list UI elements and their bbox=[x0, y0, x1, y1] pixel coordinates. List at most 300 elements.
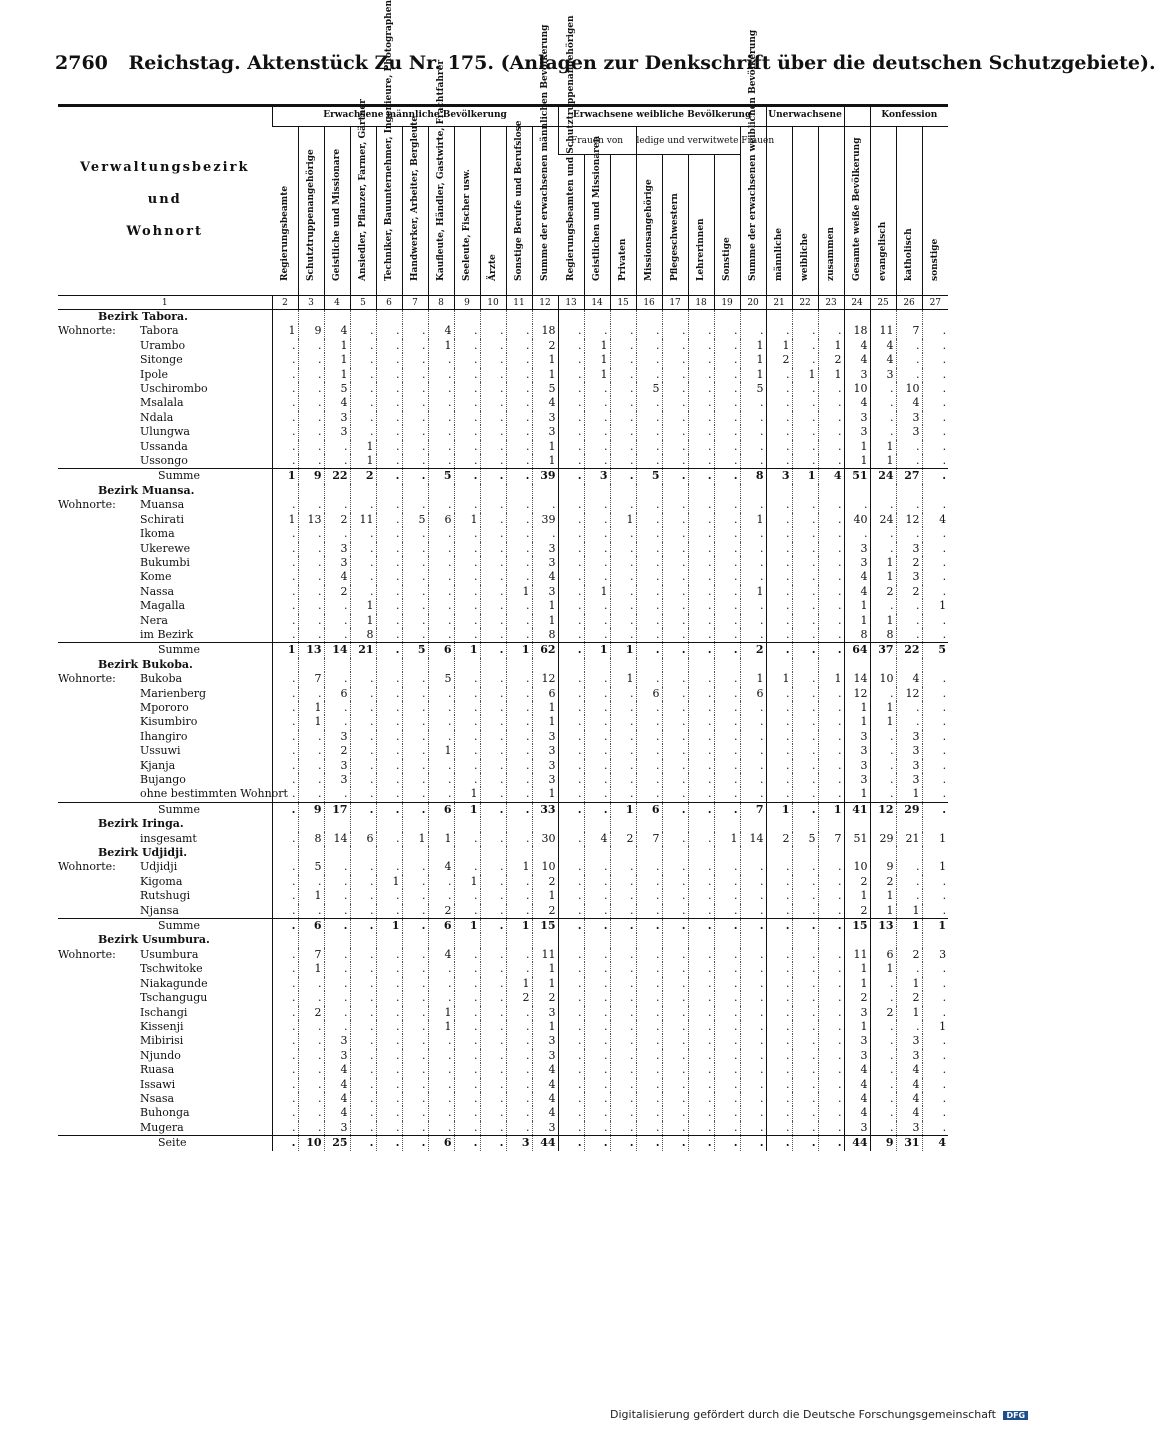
table-cell: 13 bbox=[298, 513, 324, 527]
group-minors: Unerwachsene bbox=[766, 104, 844, 127]
stub-header-line: und bbox=[147, 191, 182, 207]
table-cell: . bbox=[324, 962, 350, 976]
footer-text: Digitalisierung gefördert durch die Deutsche Forschungsgemeinschaft bbox=[610, 1408, 996, 1421]
table-cell: . bbox=[766, 977, 792, 991]
table-cell: . bbox=[376, 396, 402, 410]
row-label-cell bbox=[58, 1078, 272, 1092]
table-cell: . bbox=[480, 672, 506, 686]
table-cell: 2 bbox=[532, 991, 558, 1005]
table-cell: 2 bbox=[324, 513, 350, 527]
table-cell bbox=[532, 933, 558, 947]
table-row bbox=[58, 1006, 948, 1020]
row-label-cell bbox=[58, 759, 272, 773]
table-cell: . bbox=[688, 1020, 714, 1034]
table-cell: . bbox=[766, 1136, 792, 1151]
table-cell bbox=[610, 846, 636, 860]
table-cell: . bbox=[636, 1063, 662, 1077]
table-cell: . bbox=[402, 687, 428, 701]
table-cell: . bbox=[506, 1121, 532, 1136]
table-cell: . bbox=[558, 368, 584, 382]
table-cell: . bbox=[662, 324, 688, 338]
table-cell: 10 bbox=[298, 1136, 324, 1151]
table-cell: . bbox=[662, 977, 688, 991]
table-cell: . bbox=[870, 1078, 896, 1092]
table-cell: . bbox=[714, 1078, 740, 1092]
table-cell: . bbox=[506, 962, 532, 976]
table-cell: . bbox=[428, 715, 454, 729]
table-cell: . bbox=[428, 440, 454, 454]
table-cell: . bbox=[324, 672, 350, 686]
table-cell: . bbox=[740, 701, 766, 715]
table-cell: . bbox=[688, 1049, 714, 1063]
table-cell bbox=[922, 933, 948, 947]
table-cell: . bbox=[714, 643, 740, 658]
table-cell bbox=[662, 484, 688, 498]
table-cell: . bbox=[922, 556, 948, 570]
table-cell: . bbox=[896, 1020, 922, 1034]
table-row bbox=[58, 962, 948, 976]
table-cell: . bbox=[766, 643, 792, 658]
table-cell: . bbox=[610, 1006, 636, 1020]
table-cell: . bbox=[272, 832, 298, 846]
table-cell: . bbox=[558, 889, 584, 903]
table-cell: . bbox=[350, 339, 376, 353]
table-cell: . bbox=[272, 715, 298, 729]
table-cell: . bbox=[298, 1020, 324, 1034]
table-cell: 3 bbox=[844, 411, 870, 425]
table-cell: 4 bbox=[844, 1106, 870, 1120]
table-cell: . bbox=[818, 687, 844, 701]
table-cell: . bbox=[428, 542, 454, 556]
table-cell: 4 bbox=[532, 1092, 558, 1106]
table-cell: . bbox=[558, 527, 584, 541]
table-cell: 4 bbox=[844, 585, 870, 599]
table-cell: . bbox=[506, 1092, 532, 1106]
table-cell: 1 bbox=[454, 787, 480, 802]
table-cell: . bbox=[272, 1049, 298, 1063]
column-header bbox=[792, 127, 818, 296]
table-cell bbox=[844, 933, 870, 947]
table-cell: . bbox=[428, 396, 454, 410]
column-header-label: Lehrerinnen bbox=[696, 218, 707, 281]
table-cell: . bbox=[714, 411, 740, 425]
table-cell: . bbox=[740, 1049, 766, 1063]
row-label-cell bbox=[58, 773, 272, 787]
table-cell: . bbox=[480, 324, 506, 338]
table-cell: . bbox=[428, 527, 454, 541]
row-label-cell bbox=[58, 715, 272, 729]
table-cell: . bbox=[636, 411, 662, 425]
table-cell: . bbox=[714, 1106, 740, 1120]
table-cell: . bbox=[662, 1092, 688, 1106]
table-row bbox=[58, 382, 948, 396]
column-header bbox=[480, 127, 506, 296]
table-cell: 1 bbox=[870, 614, 896, 628]
table-cell: . bbox=[480, 744, 506, 758]
table-cell: . bbox=[610, 1078, 636, 1092]
table-cell: 1 bbox=[506, 860, 532, 874]
table-cell: . bbox=[922, 787, 948, 802]
table-cell: . bbox=[662, 425, 688, 439]
place-name: Udjidji bbox=[140, 860, 178, 874]
table-cell: . bbox=[376, 527, 402, 541]
table-cell: . bbox=[454, 773, 480, 787]
table-cell: . bbox=[636, 1034, 662, 1048]
table-cell: . bbox=[584, 1006, 610, 1020]
place-name: Bukoba bbox=[140, 672, 183, 686]
table-cell bbox=[402, 310, 428, 325]
table-cell: 1 bbox=[584, 585, 610, 599]
table-cell: . bbox=[428, 1063, 454, 1077]
table-cell: 4 bbox=[870, 339, 896, 353]
table-cell: 18 bbox=[844, 324, 870, 338]
table-cell: 4 bbox=[844, 339, 870, 353]
place-name: Ussongo bbox=[140, 454, 188, 468]
table-cell: 1 bbox=[922, 832, 948, 846]
table-cell: . bbox=[662, 542, 688, 556]
table-cell: . bbox=[818, 977, 844, 991]
place-name: Kome bbox=[140, 570, 172, 584]
table-cell: . bbox=[922, 991, 948, 1005]
table-cell: . bbox=[506, 875, 532, 889]
table-cell: 3 bbox=[844, 425, 870, 439]
table-cell: . bbox=[740, 1106, 766, 1120]
table-cell: 4 bbox=[870, 353, 896, 367]
table-cell: . bbox=[324, 628, 350, 643]
table-cell: . bbox=[610, 904, 636, 919]
table-cell bbox=[402, 817, 428, 831]
table-cell bbox=[688, 484, 714, 498]
table-cell: 3 bbox=[844, 368, 870, 382]
table-cell: 5 bbox=[402, 643, 428, 658]
table-cell: . bbox=[922, 542, 948, 556]
table-cell: . bbox=[610, 889, 636, 903]
table-cell: . bbox=[688, 904, 714, 919]
table-cell: . bbox=[922, 715, 948, 729]
table-cell: . bbox=[610, 527, 636, 541]
table-cell: . bbox=[402, 1106, 428, 1120]
table-cell: . bbox=[610, 469, 636, 484]
table-cell: . bbox=[610, 556, 636, 570]
table-row bbox=[58, 542, 948, 556]
table-cell: 4 bbox=[844, 1063, 870, 1077]
row-label-cell bbox=[58, 396, 272, 410]
table-cell: 3 bbox=[896, 425, 922, 439]
table-cell: . bbox=[272, 787, 298, 802]
table-cell: . bbox=[454, 469, 480, 484]
table-cell: . bbox=[870, 542, 896, 556]
table-cell: 12 bbox=[532, 672, 558, 686]
table-cell: 1 bbox=[870, 715, 896, 729]
row-label-cell bbox=[58, 324, 272, 338]
table-cell: . bbox=[402, 948, 428, 962]
table-cell: . bbox=[402, 904, 428, 919]
place-name: Tschwitoke bbox=[140, 962, 203, 976]
table-cell: . bbox=[584, 556, 610, 570]
row-label-cell bbox=[58, 1106, 272, 1120]
table-cell bbox=[480, 846, 506, 860]
table-cell: . bbox=[818, 759, 844, 773]
table-cell: . bbox=[584, 1063, 610, 1077]
table-cell: . bbox=[584, 382, 610, 396]
table-cell: 12 bbox=[844, 687, 870, 701]
table-cell: . bbox=[714, 585, 740, 599]
table-cell: . bbox=[402, 1121, 428, 1136]
table-cell bbox=[428, 484, 454, 498]
table-cell: . bbox=[350, 1020, 376, 1034]
table-cell: . bbox=[636, 744, 662, 758]
table-cell: . bbox=[740, 425, 766, 439]
table-cell: . bbox=[506, 498, 532, 512]
table-cell: . bbox=[454, 382, 480, 396]
table-cell: . bbox=[350, 1049, 376, 1063]
table-cell: . bbox=[766, 1092, 792, 1106]
table-cell: . bbox=[792, 1121, 818, 1136]
table-cell: 2 bbox=[870, 1006, 896, 1020]
table-cell bbox=[324, 484, 350, 498]
table-cell: 1 bbox=[428, 1020, 454, 1034]
table-cell: . bbox=[376, 1106, 402, 1120]
table-cell: . bbox=[532, 527, 558, 541]
table-cell: . bbox=[376, 759, 402, 773]
place-name: Nassa bbox=[140, 584, 175, 598]
table-cell: 2 bbox=[870, 875, 896, 889]
table-cell: . bbox=[428, 962, 454, 976]
table-cell: . bbox=[350, 962, 376, 976]
table-cell: . bbox=[350, 1034, 376, 1048]
table-cell: 1 bbox=[584, 643, 610, 658]
table-cell: . bbox=[662, 1006, 688, 1020]
table-cell: 4 bbox=[896, 1106, 922, 1120]
table-cell: . bbox=[688, 368, 714, 382]
table-cell: . bbox=[662, 368, 688, 382]
table-cell: . bbox=[688, 919, 714, 934]
table-cell: 1 bbox=[454, 513, 480, 527]
table-cell: 5 bbox=[922, 643, 948, 658]
table-cell: . bbox=[714, 599, 740, 613]
table-cell: . bbox=[610, 339, 636, 353]
table-cell: 24 bbox=[870, 513, 896, 527]
table-cell: . bbox=[870, 773, 896, 787]
table-cell: 3 bbox=[896, 1121, 922, 1136]
table-cell bbox=[298, 310, 324, 325]
table-cell: 2 bbox=[896, 948, 922, 962]
column-header-label: Ärzte bbox=[488, 254, 498, 281]
table-cell bbox=[350, 846, 376, 860]
table-cell: . bbox=[766, 527, 792, 541]
table-cell: . bbox=[350, 802, 376, 817]
table-cell: . bbox=[662, 919, 688, 934]
table-cell: . bbox=[428, 730, 454, 744]
table-cell: . bbox=[688, 570, 714, 584]
table-cell: . bbox=[350, 556, 376, 570]
table-cell: . bbox=[454, 440, 480, 454]
column-header-label: sonstige bbox=[930, 238, 941, 281]
table-cell bbox=[714, 933, 740, 947]
table-cell: . bbox=[454, 889, 480, 903]
column-number: 10 bbox=[480, 296, 506, 310]
table-cell: 14 bbox=[324, 832, 350, 846]
table-cell: . bbox=[610, 715, 636, 729]
row-label-cell bbox=[58, 1049, 272, 1063]
table-cell: . bbox=[662, 585, 688, 599]
table-cell: 1 bbox=[454, 802, 480, 817]
table-cell: . bbox=[272, 1034, 298, 1048]
table-cell: . bbox=[610, 730, 636, 744]
column-header bbox=[818, 127, 844, 296]
table-cell: 4 bbox=[428, 860, 454, 874]
table-cell: . bbox=[610, 498, 636, 512]
table-cell: . bbox=[740, 1078, 766, 1092]
table-cell: . bbox=[558, 730, 584, 744]
table-cell: . bbox=[454, 672, 480, 686]
table-row bbox=[58, 324, 948, 338]
table-cell: 6 bbox=[428, 643, 454, 658]
table-cell: . bbox=[402, 1020, 428, 1034]
table-cell: . bbox=[610, 396, 636, 410]
column-header-label: weibliche bbox=[800, 233, 811, 281]
table-cell: 5 bbox=[636, 469, 662, 484]
table-cell bbox=[870, 484, 896, 498]
row-label-cell bbox=[58, 382, 272, 396]
table-cell: 6 bbox=[532, 687, 558, 701]
table-cell: . bbox=[636, 919, 662, 934]
row-label-cell bbox=[58, 599, 272, 613]
table-cell: . bbox=[714, 556, 740, 570]
table-cell: 1 bbox=[896, 787, 922, 802]
table-cell: 3 bbox=[896, 773, 922, 787]
table-cell: . bbox=[454, 1106, 480, 1120]
table-cell: 3 bbox=[324, 759, 350, 773]
table-cell bbox=[714, 484, 740, 498]
table-row bbox=[58, 1049, 948, 1063]
table-cell: . bbox=[896, 701, 922, 715]
table-cell: 51 bbox=[844, 832, 870, 846]
table-cell: . bbox=[688, 744, 714, 758]
table-cell: . bbox=[480, 787, 506, 802]
table-cell bbox=[662, 933, 688, 947]
table-cell bbox=[454, 310, 480, 325]
sum-label: Seite bbox=[158, 1136, 187, 1150]
place-name: Mibirisi bbox=[140, 1034, 184, 1048]
table-cell bbox=[896, 310, 922, 325]
table-row bbox=[58, 513, 948, 527]
table-cell: . bbox=[688, 542, 714, 556]
table-cell: 15 bbox=[532, 919, 558, 934]
table-cell bbox=[272, 846, 298, 860]
table-cell: . bbox=[636, 527, 662, 541]
table-cell: 4 bbox=[896, 1092, 922, 1106]
table-cell: . bbox=[298, 498, 324, 512]
table-row bbox=[58, 1092, 948, 1106]
table-cell: . bbox=[792, 353, 818, 367]
table-cell: . bbox=[558, 1063, 584, 1077]
table-cell: . bbox=[792, 991, 818, 1005]
table-cell: 1 bbox=[402, 832, 428, 846]
table-cell: . bbox=[688, 889, 714, 903]
table-cell: . bbox=[584, 744, 610, 758]
table-cell: . bbox=[662, 715, 688, 729]
table-cell: . bbox=[506, 599, 532, 613]
table-cell: . bbox=[454, 962, 480, 976]
table-cell: 1 bbox=[740, 339, 766, 353]
table-cell: . bbox=[662, 687, 688, 701]
table-cell bbox=[922, 484, 948, 498]
table-cell: 4 bbox=[922, 1136, 948, 1151]
table-cell: . bbox=[298, 353, 324, 367]
table-cell: . bbox=[506, 802, 532, 817]
table-cell: 1 bbox=[324, 339, 350, 353]
table-cell: . bbox=[480, 919, 506, 934]
table-cell: . bbox=[818, 773, 844, 787]
table-cell: 22 bbox=[324, 469, 350, 484]
table-cell: . bbox=[584, 787, 610, 802]
table-cell: . bbox=[714, 730, 740, 744]
table-cell bbox=[610, 310, 636, 325]
table-cell: . bbox=[740, 730, 766, 744]
table-cell: . bbox=[740, 773, 766, 787]
row-label-cell bbox=[58, 454, 272, 469]
table-cell: 3 bbox=[896, 744, 922, 758]
column-number: 20 bbox=[740, 296, 766, 310]
table-cell: . bbox=[818, 730, 844, 744]
table-cell: . bbox=[558, 454, 584, 469]
table-cell: . bbox=[714, 614, 740, 628]
column-header-label: Privaten bbox=[618, 238, 629, 281]
table-cell: 4 bbox=[324, 1078, 350, 1092]
table-cell: . bbox=[714, 1034, 740, 1048]
table-cell: 3 bbox=[844, 1121, 870, 1136]
table-cell bbox=[688, 817, 714, 831]
table-cell: 1 bbox=[532, 715, 558, 729]
table-cell: 4 bbox=[324, 396, 350, 410]
table-cell: . bbox=[584, 1078, 610, 1092]
table-cell: . bbox=[688, 715, 714, 729]
table-cell: 1 bbox=[610, 672, 636, 686]
table-cell: . bbox=[584, 440, 610, 454]
table-cell: . bbox=[818, 787, 844, 802]
table-cell: . bbox=[636, 1106, 662, 1120]
table-cell: . bbox=[376, 469, 402, 484]
column-header-label: Missionsangehörige bbox=[644, 179, 655, 281]
table-cell: . bbox=[506, 1049, 532, 1063]
table-cell: . bbox=[610, 1136, 636, 1151]
table-cell: . bbox=[272, 628, 298, 643]
table-cell: . bbox=[870, 1034, 896, 1048]
table-cell: . bbox=[662, 599, 688, 613]
dfg-logo: DFG bbox=[1003, 1411, 1028, 1420]
table-cell: 14 bbox=[844, 672, 870, 686]
table-cell: . bbox=[324, 860, 350, 874]
table-cell: 31 bbox=[896, 1136, 922, 1151]
place-name: Buhonga bbox=[140, 1106, 190, 1120]
table-cell: . bbox=[714, 977, 740, 991]
table-cell: . bbox=[454, 411, 480, 425]
table-cell: . bbox=[636, 570, 662, 584]
table-cell: . bbox=[766, 875, 792, 889]
table-cell: . bbox=[714, 962, 740, 976]
table-cell: 6 bbox=[324, 687, 350, 701]
table-cell bbox=[818, 658, 844, 672]
group-male-adults: Erwachsene männliche Bevölkerung bbox=[272, 104, 558, 127]
table-cell: . bbox=[428, 454, 454, 469]
table-cell: . bbox=[350, 672, 376, 686]
column-number: 18 bbox=[688, 296, 714, 310]
table-cell: . bbox=[298, 599, 324, 613]
table-cell: . bbox=[636, 425, 662, 439]
column-header bbox=[636, 155, 662, 296]
table-cell: 7 bbox=[818, 832, 844, 846]
